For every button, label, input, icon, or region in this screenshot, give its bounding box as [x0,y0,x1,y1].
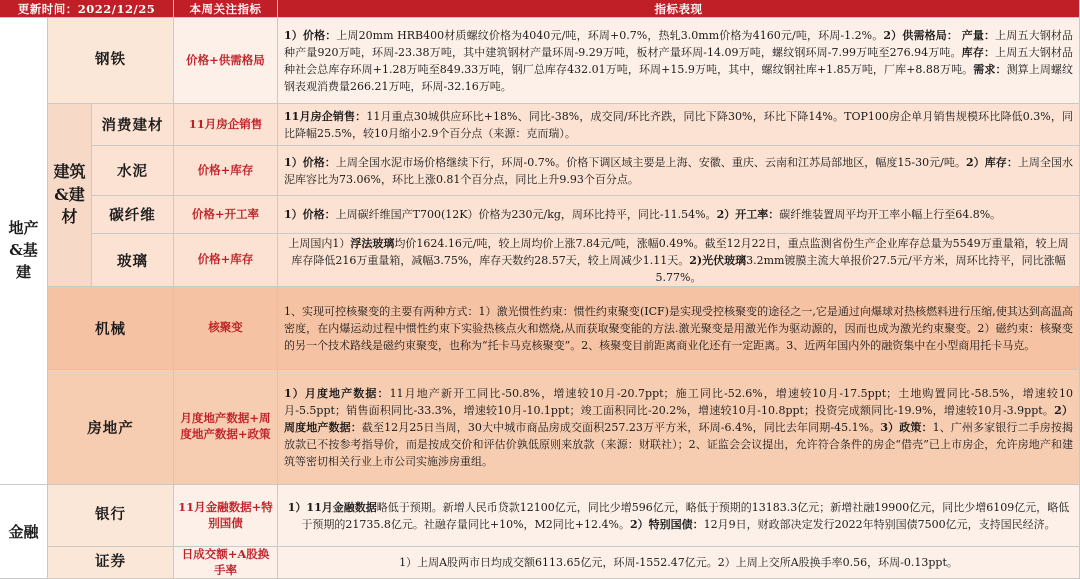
row-name-label: 房地产 [87,419,134,437]
desc-heading: 2）库存： [966,155,1018,169]
row-name-label: 证券 [95,553,126,571]
section-construction-materials-label: 建筑 &建 材 [53,162,86,227]
row-desc-carbon-fiber [278,196,1080,234]
desc-heading: 浮法玻璃 [350,236,395,250]
row-indicator-carbon-fiber: 价格+开工率 [174,196,278,234]
desc-text: 上周全国水泥市场价格继续下行，环周-0.7%。价格下调区域主要是上海、安徽、重庆、云南和江苏局部地区，幅度15-30元/吨。 [335,155,967,169]
desc-text: 12月9日，财政部决定发行2022年特别国债7500亿元，支持国民经济。 [703,517,1056,531]
row-name-label: 钢铁 [95,51,126,69]
desc-text: 截至12月25日当周，30大中城市商品房成交面积257.23万平方米，环周-6.4%，同比去年同期-45.1%。 [361,420,881,434]
desc-heading: 3）政策： [880,420,933,434]
desc-text: 1、广州多家银行二手房按揭放款已不按参考指导价，而是按成交价和评估价孰低原则来放款（来源：财联社）；2、证监会会议提出，允许符合条件的房企“借壳”已上市房企，允许房地产和建筑等密切相关行业上市公司实施涉房重组。 [284,420,1074,468]
row-name-label: 碳纤维 [109,207,156,224]
row-name-label: 水泥 [117,163,148,180]
row-name-banking [48,485,174,547]
section-real-estate-infra [0,18,48,485]
desc-text: 略低于预期。新增人民币贷款12100亿元，同比少增596亿元，略低于预期的13183.3亿元；新增社融19900亿元，同比少增6109亿元，略低于预期的21735.8亿元。社融存量同比+10%，M2同比+12.4%。 [301,500,1070,531]
desc-heading: 1）11月金融数据 [287,500,377,514]
row-name-consumer-building-materials [92,104,174,146]
header-focus-indicator: 本周关注指标 [174,0,278,18]
desc-text: 3.2mm镀膜主流大单报价27.5元/平方米，周环比持平，同比涨幅5.77%。 [655,253,1066,284]
row-name-label: 银行 [95,506,126,524]
row-desc-securities [278,547,1080,579]
desc-text: 上周五大钢材品种社会总库存环周+1.28万吨至849.33万吨，钢厂总库存432.01万吨，环周+15.9万吨，其中，螺纹钢社库+1.85万吨，厂库+8.88万吨。 [284,45,1074,76]
row-name-glass [92,234,174,287]
desc-heading: 2）开工率： [716,208,780,221]
desc-heading: 2）特别国债： [629,517,704,531]
desc-heading: 11月房企销售： [284,109,367,123]
row-indicator-steel: 价格+供需格局 [174,18,278,104]
desc-heading: 1）月度地产数据： [284,386,390,400]
desc-heading: 库存： [961,45,996,59]
row-indicator-securities: 日成交额+A股换手率 [174,547,278,579]
section-real-estate-infra-label: 地产 &基 建 [8,219,39,281]
section-finance-label: 金融 [8,523,39,541]
row-name-real-estate [48,370,174,485]
desc-heading: 1）价格： [284,28,337,42]
row-indicator-glass: 价格+库存 [174,234,278,287]
row-indicator-real-estate: 月度地产数据+周度地产数据+政策 [174,370,278,485]
desc-text: 测算上周螺纹钢表观消费量266.21万吨，环周-32.16万吨。 [284,62,1074,93]
row-desc-banking [278,485,1080,547]
row-desc-glass [278,234,1080,287]
row-indicator-machinery: 核聚变 [174,287,278,370]
header-indicator-performance: 指标表现 [278,0,1080,18]
section-finance [0,485,48,579]
header-update-time: 更新时间：2022/12/25 [0,0,174,18]
row-name-cement [92,146,174,196]
row-desc-cement [278,146,1080,196]
row-name-label: 玻璃 [117,252,148,270]
row-desc-real-estate [278,370,1080,485]
row-indicator-banking: 11月金融数据+特别国债 [174,485,278,547]
row-name-label: 机械 [95,320,126,338]
row-desc-machinery [278,287,1080,370]
desc-heading: 1）价格： [284,155,336,169]
desc-heading: 2）周度地产数据： [284,403,1074,434]
desc-text: 11月地产新开工同比-50.8%，增速较10月-20.7ppt；施工同比-52.6%，增速较10月-17.5ppt；土地购置同比-58.5%，增速较10月-5.5ppt；销售面积同比-33.3%，增速较10月-10.1ppt；竣工面积同比-20.2%，增速较10月-10.8ppt；投资完成额同比-19.9%，增速较10月-3.9ppt。 [284,386,1073,417]
row-desc-consumer-building-materials [278,104,1080,146]
row-desc-steel [278,18,1080,104]
row-indicator-cement: 价格+库存 [174,146,278,196]
row-name-securities [48,547,174,579]
section-construction-materials [48,104,92,287]
desc-heading: 2）供需格局： [883,28,959,42]
row-name-carbon-fiber [92,196,174,234]
desc-text: 碳纤维装置周平均开工率小幅上行至64.8%。 [779,208,1002,221]
row-indicator-consumer-building-materials: 11月房企销售 [174,104,278,146]
desc-heading: 1）价格： [284,208,336,221]
desc-text: 11月重点30城供应环比+18%、同比-38%，成交同/环比齐跌，同比下降30%，环比下降14%。TOP100房企单月销售规模环比降低0.3%，同比降幅25.5%，较10月缩小2.9个百分点（来源：克而瑞）。 [284,109,1073,140]
row-name-steel [48,18,174,104]
desc-heading: 需求： [973,62,1007,76]
desc-text: 上周20mm HRB400材质螺纹价格为4040元/吨，环周+0.7%，热轧3.0mm价格为4160元/吨，环周-1.2%。 [336,28,884,42]
desc-text: 1、实现可控核聚变的主要有两种方式：1）激光惯性约束：惯性约束聚变(ICF)是实现受控核聚变的途径之一,它是通过向爆球对热核燃料进行压缩,使其达到高温高密度，在内爆运动过程中惯性约束下实验热核点火和燃烧,从而获取聚变能的方法.激光聚变是用激光作为驱动源的，因而也成为激光约束聚变。2）磁约束：核聚变的另一个技术路线是磁约束聚变，也称为“托卡马克核聚变”。2、核聚变目前距离商业化还有一定距离。3、近两年国内外的融资集中在小型商用托卡马克。 [284,304,1073,352]
desc-text: 上周全国水泥库容比为73.06%，环比上涨0.81个百分点，同比上升9.93个百分点。 [284,155,1074,186]
desc-text: 1）上周A股两市日均成交额6113.65亿元，环周-1552.47亿元。2）上周上交所A股换手率0.56，环周-0.13ppt。 [399,556,958,569]
row-name-label: 消费建材 [101,117,164,134]
desc-text: 上周碳纤维国产T700(12K）价格为230元/kg，周环比持平，同比-11.54%。 [335,208,717,221]
row-name-machinery [48,287,174,370]
desc-text: 上周国内1） [288,236,351,250]
desc-heading: 产量： [961,28,996,42]
desc-heading: 2)光伏玻璃 [689,253,747,267]
desc-text: 均价1624.16元/吨，较上周均价上涨7.84元/吨，涨幅0.49%。截至12月22日，重点监测省份生产企业库存总量为5549万重量箱，较上周库存降低216万重量箱，减幅3.75%，库存天数约28.57天，较上周减少1.11天。 [291,236,1069,267]
desc-text: 上周五大钢材品种产量920万吨，环周-23.38万吨，其中建筑钢材产量环周-9.29万吨，板材产量环周-14.09万吨，螺纹钢环周-7.99万吨至276.94万吨。 [284,28,1074,59]
